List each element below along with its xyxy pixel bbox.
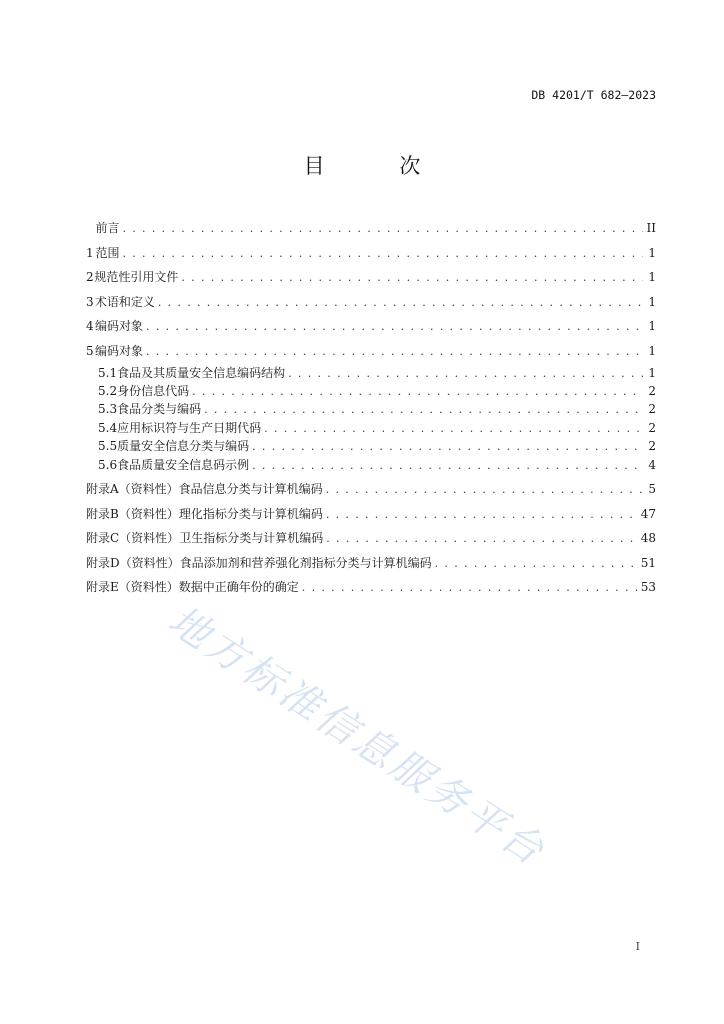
toc-entry-label: 卫生指标分类与计算机编码 xyxy=(179,531,324,546)
toc-subentry[interactable] xyxy=(86,437,656,455)
toc-entry-number: 1 xyxy=(86,245,94,260)
toc-annex-number: 附录E（资料性） xyxy=(86,580,179,595)
toc-entry[interactable] xyxy=(86,241,656,266)
toc-entry-label: 理化指标分类与计算机编码 xyxy=(178,506,323,521)
toc-entry-page: 5 xyxy=(648,481,656,496)
dot-leader xyxy=(122,242,643,267)
toc-subentry[interactable] xyxy=(86,456,656,474)
toc-entry-label: 数据中正确年份的确定 xyxy=(178,580,299,595)
dot-leader xyxy=(326,503,638,528)
toc-entry-label: 范围 xyxy=(95,245,120,260)
toc-entry-label: 食品分类与编码 xyxy=(117,402,202,417)
toc-entry-label: 应用标识符与生产日期代码 xyxy=(117,420,262,435)
toc-entry-label: 食品及其质量安全信息编码结构 xyxy=(117,365,286,380)
toc-annex-number: 附录D（资料性） xyxy=(86,555,180,570)
toc-entry-page: 1 xyxy=(648,365,656,380)
dot-leader xyxy=(192,383,643,401)
toc-entry-number: 5.1 xyxy=(98,365,118,380)
toc-entry-label: 前言 xyxy=(95,221,120,235)
dot-leader xyxy=(181,266,643,291)
toc-entry-label: 编码对象 xyxy=(95,343,144,358)
toc-entry-page: 1 xyxy=(648,294,656,309)
toc-entry-number: 5.6 xyxy=(98,457,118,472)
toc-entry-label: 编码对象 xyxy=(95,319,144,334)
dot-leader xyxy=(146,315,643,340)
toc-entry[interactable] xyxy=(86,339,656,364)
toc-entry-label: 规范性引用文件 xyxy=(94,270,179,285)
toc-entry-page: 2 xyxy=(648,383,656,398)
toc-entry-page: 4 xyxy=(648,457,656,472)
toc-entry-number: 5.4 xyxy=(98,420,118,435)
table-of-contents xyxy=(86,216,656,600)
toc-entry-page: 53 xyxy=(640,580,656,595)
dot-leader xyxy=(302,576,638,601)
document-code: DB 4201/T 682—2023 xyxy=(531,88,656,102)
toc-entry-label: 食品添加剂和营养强化剂指标分类与计算机编码 xyxy=(179,555,432,570)
toc-entry-page: 48 xyxy=(640,531,656,546)
toc-annex-entry[interactable] xyxy=(86,477,656,502)
toc-entry-page: 1 xyxy=(648,245,656,260)
dot-leader xyxy=(252,457,643,475)
toc-entry-number: 5.5 xyxy=(98,439,118,454)
toc-entry-page: 2 xyxy=(648,420,656,435)
toc-entry-label: 食品质量安全信息码示例 xyxy=(117,457,250,472)
toc-entry[interactable] xyxy=(86,290,656,315)
toc-entry-number: 5.2 xyxy=(98,383,118,398)
toc-annex-entry[interactable] xyxy=(86,526,656,551)
dot-leader xyxy=(204,401,643,419)
toc-entry-page: 2 xyxy=(648,439,656,454)
watermark: 地方标准信息服务平台 xyxy=(160,597,555,876)
toc-subentry[interactable] xyxy=(86,419,656,437)
dot-leader xyxy=(264,420,643,438)
toc-entry-label: 身份信息代码 xyxy=(117,383,190,398)
toc-entry-page: 1 xyxy=(648,270,656,285)
toc-subentry[interactable] xyxy=(86,400,656,418)
toc-subentry[interactable] xyxy=(86,382,656,400)
toc-annex-number: 附录B（资料性） xyxy=(86,506,179,521)
toc-title: 目 次 xyxy=(303,154,455,178)
toc-entry-page: II xyxy=(646,221,656,235)
toc-entry-page: 1 xyxy=(648,343,656,358)
toc-annex-entry[interactable] xyxy=(86,551,656,576)
toc-entry-number: 4 xyxy=(86,319,94,334)
dot-leader xyxy=(288,365,643,383)
toc-entry-number: 5.3 xyxy=(98,402,118,417)
toc-annex-number: 附录A（资料性） xyxy=(86,481,179,496)
dot-leader xyxy=(435,552,638,577)
dot-leader xyxy=(158,291,643,316)
dot-leader xyxy=(146,340,643,365)
page-number: I xyxy=(635,940,640,953)
toc-entry-number: 5 xyxy=(86,343,94,358)
dot-leader xyxy=(326,478,643,503)
toc-entry[interactable] xyxy=(86,216,656,241)
toc-subentry[interactable] xyxy=(86,364,656,382)
dot-leader xyxy=(122,217,643,242)
toc-annex-entry[interactable] xyxy=(86,502,656,527)
dot-leader xyxy=(326,527,638,552)
toc-entry-number: 3 xyxy=(86,294,94,309)
toc-entry-label: 食品信息分类与计算机编码 xyxy=(178,481,323,496)
toc-entry[interactable] xyxy=(86,314,656,339)
toc-entry-page: 47 xyxy=(640,506,656,521)
toc-entry-label: 质量安全信息分类与编码 xyxy=(117,439,250,454)
toc-entry-number: 2 xyxy=(86,270,94,285)
toc-annex-number: 附录C（资料性） xyxy=(86,531,180,546)
toc-entry[interactable] xyxy=(86,265,656,290)
toc-entry-label: 术语和定义 xyxy=(94,294,155,309)
toc-entry-page: 1 xyxy=(648,319,656,334)
toc-entry-page: 2 xyxy=(648,402,656,417)
toc-entry-page: 51 xyxy=(640,555,656,570)
dot-leader xyxy=(252,438,643,456)
toc-annex-entry[interactable] xyxy=(86,575,656,600)
